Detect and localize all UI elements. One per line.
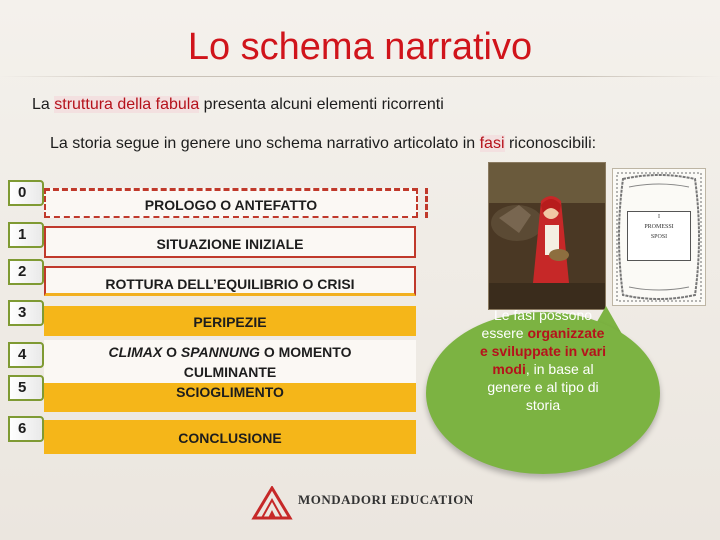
phase-number-6: 6 (8, 416, 44, 442)
red-riding-hood-illustration (488, 162, 606, 310)
book-line2: PROMESSI (644, 224, 674, 230)
phase-box-rottura (44, 266, 416, 296)
page-title: Lo schema narrativo (187, 26, 533, 68)
bubble-line3: e sviluppate in vari (479, 343, 607, 359)
phase-number-2: 2 (8, 259, 44, 285)
bubble-line5: genere e al tipo di (487, 379, 599, 395)
dashed-edge (415, 188, 428, 218)
bubble-line2 (458, 324, 628, 342)
logo-text: MONDADORI EDUCATION (298, 492, 474, 507)
climax-mid: O (162, 344, 181, 360)
storia-highlight: fasi (479, 135, 505, 152)
book-title-plate (627, 211, 691, 261)
bubble-line4 (458, 360, 628, 378)
bubble-line1: Le fasi possono (493, 307, 593, 323)
climax-line2: CULMINANTE (183, 364, 277, 380)
intro-pre: La (32, 96, 55, 113)
book-line1: I (658, 214, 660, 220)
phase-label: PERIPEZIE (193, 314, 267, 330)
phase-number-5: 5 (8, 375, 44, 401)
phase-number-0: 0 (8, 180, 44, 206)
title-divider (0, 76, 720, 77)
spannung-italic: SPANNUNG (180, 344, 260, 360)
bubble-l2-bold: organizzate (527, 325, 605, 341)
phase-label: SITUAZIONE INIZIALE (156, 236, 304, 252)
bubble-line6: storia (525, 397, 561, 413)
phase-number-3: 3 (8, 300, 44, 326)
scioglimento-label: SCIOGLIMENTO (176, 384, 284, 400)
book-line3: SPOSI (650, 234, 668, 240)
illustration-svg (489, 163, 605, 309)
phase-box-conclusione (44, 420, 416, 454)
phase-box-situazione (44, 226, 416, 258)
phase-label: CONCLUSIONE (178, 430, 282, 446)
bubble-l2-plain: essere (481, 325, 528, 341)
callout-text (458, 306, 628, 456)
storia-post: riconoscibili: (504, 135, 597, 152)
phase-number-4: 4 (8, 342, 44, 368)
phase-box-prologo (44, 188, 418, 218)
climax-line (44, 342, 416, 362)
intro-text (32, 96, 444, 114)
climax-rest: O MOMENTO (259, 344, 352, 360)
phase-label: ROTTURA DELL’EQUILIBRIO O CRISI (105, 276, 355, 292)
bubble-l4-bold: modi (492, 361, 526, 377)
mondadori-rose-icon (250, 486, 294, 520)
storia-text (50, 135, 596, 153)
intro-post: presenta alcuni elementi ricorrenti (199, 96, 444, 113)
intro-highlight: struttura della fabula (54, 96, 200, 113)
promessi-sposi-cover (612, 168, 706, 306)
phase-number-1: 1 (8, 222, 44, 248)
climax-italic: CLIMAX (108, 344, 163, 360)
bubble-l4-plain: , in base al (525, 361, 594, 377)
phase-box-climax-scioglimento (44, 340, 416, 412)
storia-pre: La storia segue in genere uno schema narrativo articolato in (50, 135, 480, 152)
phase-box-peripezie (44, 306, 416, 336)
phase-label: PROLOGO O ANTEFATTO (144, 197, 318, 213)
